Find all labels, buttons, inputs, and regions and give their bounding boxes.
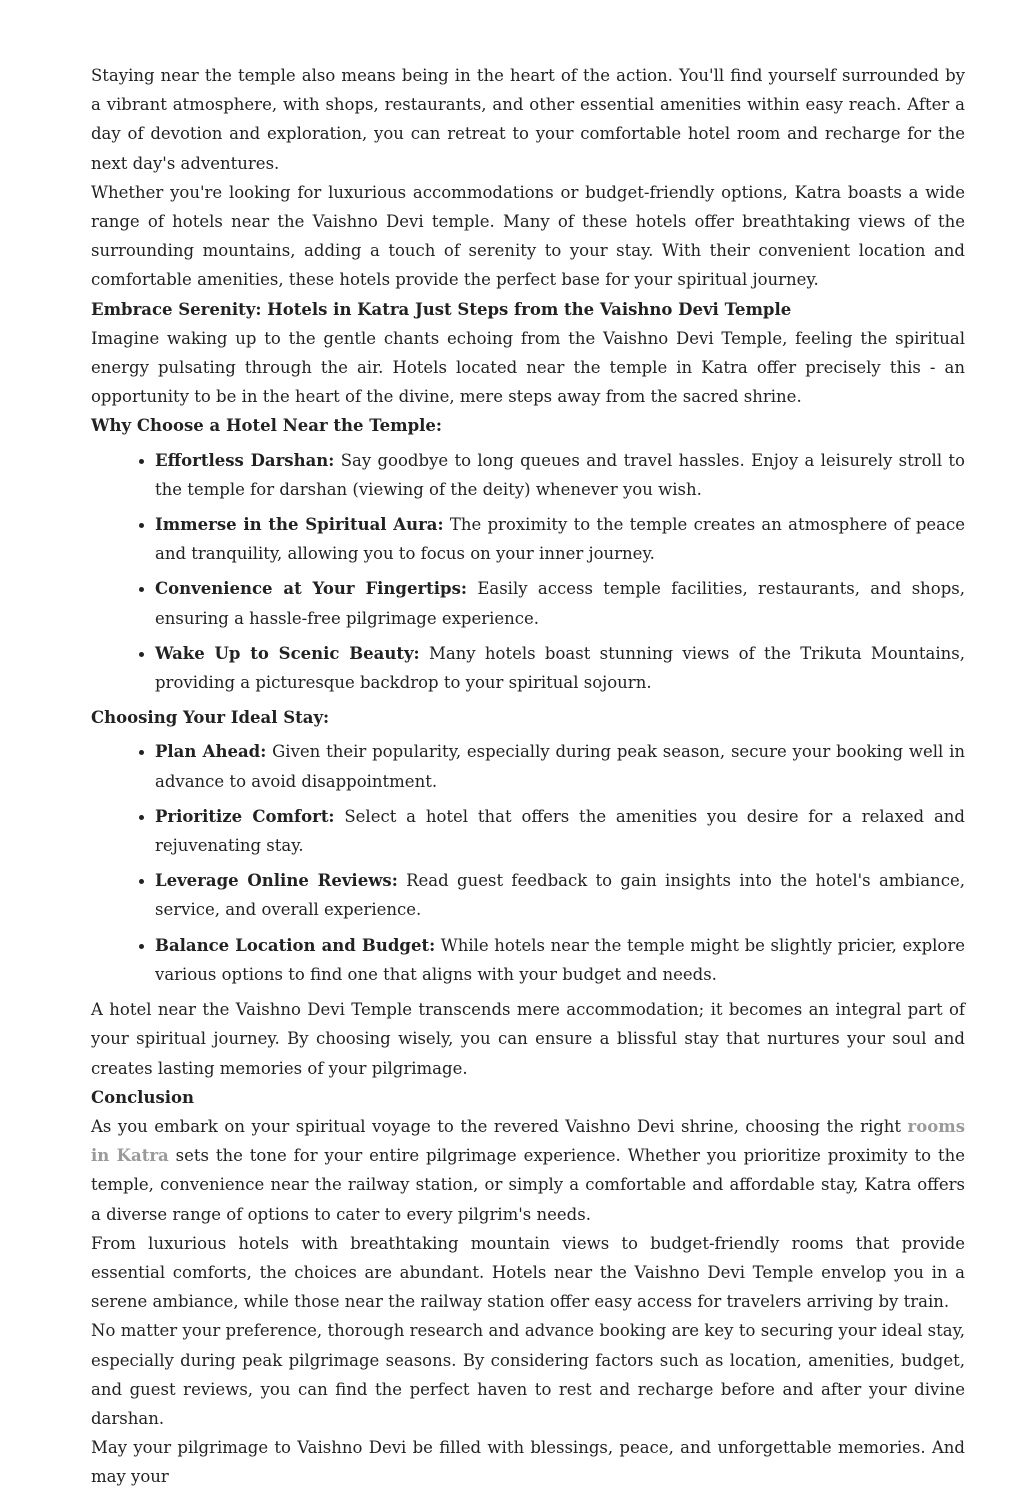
list-item	[155, 737, 965, 795]
document-page	[91, 0, 965, 1492]
conclusion-text-before-link: As you embark on your spiritual voyage to the revered Vaishno Devi shrine, choosing the right	[91, 1116, 908, 1136]
why-list	[91, 446, 965, 698]
list-item-text: Given their popularity, especially during peak season, secure your booking well in advance to avoid disappointment.	[155, 742, 965, 791]
intro-paragraph-1: Staying near the temple also means being in the heart of the action. You'll find yourself surrounded by a vibrant atmosphere, with shops, restaurants, and other essential amenities within easy reach. After a day of devotion and exploration, you can retreat to your comfortable hotel room and recharge for the next day's adventures.	[91, 66, 965, 173]
list-item-term: Wake Up to Scenic Beauty:	[155, 643, 420, 663]
list-item-text: While hotels near the temple might be slightly pricier, explore various options to find one that aligns with your budget and needs.	[155, 935, 966, 984]
list-item	[155, 802, 965, 860]
list-item-term: Plan Ahead:	[155, 742, 267, 762]
list-item	[155, 639, 965, 697]
conclusion-text-after-link: sets the tone for your entire pilgrimage experience. Whether you prioritize proximity to the temple, convenience near the railway station, or simply a comfortable and affordable stay, Katra offers a diverse range of options to cater to every pilgrim's needs.	[91, 1146, 965, 1224]
list-item-term: Balance Location and Budget:	[155, 935, 436, 955]
list-item-text: The proximity to the temple creates an atmosphere of peace and tranquility, allowing you to focus on your inner journey.	[155, 515, 965, 564]
section-heading-embrace: Embrace Serenity: Hotels in Katra Just Steps from the Vaishno Devi Temple	[91, 299, 792, 319]
choosing-closing-paragraph: A hotel near the Vaishno Devi Temple transcends mere accommodation; it becomes an integral part of your spiritual journey. By choosing wisely, you can ensure a blissful stay that nurtures your soul and creates lasting memories of your pilgrimage.	[91, 1000, 965, 1078]
list-item	[155, 931, 965, 989]
section-paragraph-embrace: Imagine waking up to the gentle chants echoing from the Vaishno Devi Temple, feeling the spiritual energy pulsating through the air. Hotels located near the temple in Katra offer precisely this - an opportunity to be in the heart of the divine, mere steps away from the sacred shrine.	[91, 328, 965, 407]
list-item-term: Prioritize Comfort:	[155, 806, 335, 826]
conclusion-paragraph-1	[91, 1112, 965, 1229]
list-item-text: Say goodbye to long queues and travel hassles. Enjoy a leisurely stroll to the temple for darshan (viewing of the deity) whenever you wish.	[155, 450, 965, 499]
list-item-term: Immerse in the Spiritual Aura:	[155, 515, 444, 535]
intro-paragraph-2: Whether you're looking for luxurious accommodations or budget-friendly options, Katra boasts a wide range of hotels near the Vaishno Devi temple. Many of these hotels offer breathtaking views of the surrounding mountains, adding a touch of serenity to your stay. With their convenient location and comfortable amenities, these hotels provide the perfect base for your spiritual journey.	[91, 182, 965, 290]
list-item-term: Leverage Online Reviews:	[155, 871, 398, 891]
list-item-text: Easily access temple facilities, restaurants, and shops, ensuring a hassle-free pilgrimage experience.	[155, 579, 965, 628]
conclusion-paragraph-2: From luxurious hotels with breathtaking mountain views to budget-friendly rooms that provide essential comforts, the choices are abundant. Hotels near the Vaishno Devi Temple envelop you in a serene ambiance, while those near the railway station offer easy access for travelers arriving by train.	[91, 1233, 965, 1312]
list-item	[155, 510, 965, 568]
list-item	[155, 574, 965, 632]
list-item	[155, 866, 965, 924]
list-item-term: Effortless Darshan:	[155, 450, 335, 470]
list-item	[155, 446, 965, 504]
section-heading-conclusion: Conclusion	[91, 1087, 195, 1107]
list-item-text: Select a hotel that offers the amenities you desire for a relaxed and rejuvenating stay.	[155, 806, 965, 856]
conclusion-paragraph-4: May your pilgrimage to Vaishno Devi be filled with blessings, peace, and unforgettable memories. And may your	[91, 1438, 965, 1487]
section-heading-choosing: Choosing Your Ideal Stay:	[91, 708, 330, 728]
choosing-list	[91, 737, 965, 989]
rooms-in-katra-link[interactable]: rooms in Katra	[91, 1116, 965, 1166]
conclusion-paragraph-3: No matter your preference, thorough research and advance booking are key to securing your ideal stay, especially during peak pilgrimage seasons. By considering factors such as location, amenities, budget, and guest reviews, you can find the perfect haven to rest and recharge before and after your divine darshan.	[91, 1321, 965, 1428]
list-item-text: Read guest feedback to gain insights into the hotel's ambiance, service, and overall experience.	[155, 871, 966, 920]
list-item-term: Convenience at Your Fingertips:	[155, 579, 467, 599]
section-heading-why: Why Choose a Hotel Near the Temple:	[91, 416, 442, 436]
list-item-text: Many hotels boast stunning views of the Trikuta Mountains, providing a picturesque backdrop to your spiritual sojourn.	[155, 643, 966, 693]
